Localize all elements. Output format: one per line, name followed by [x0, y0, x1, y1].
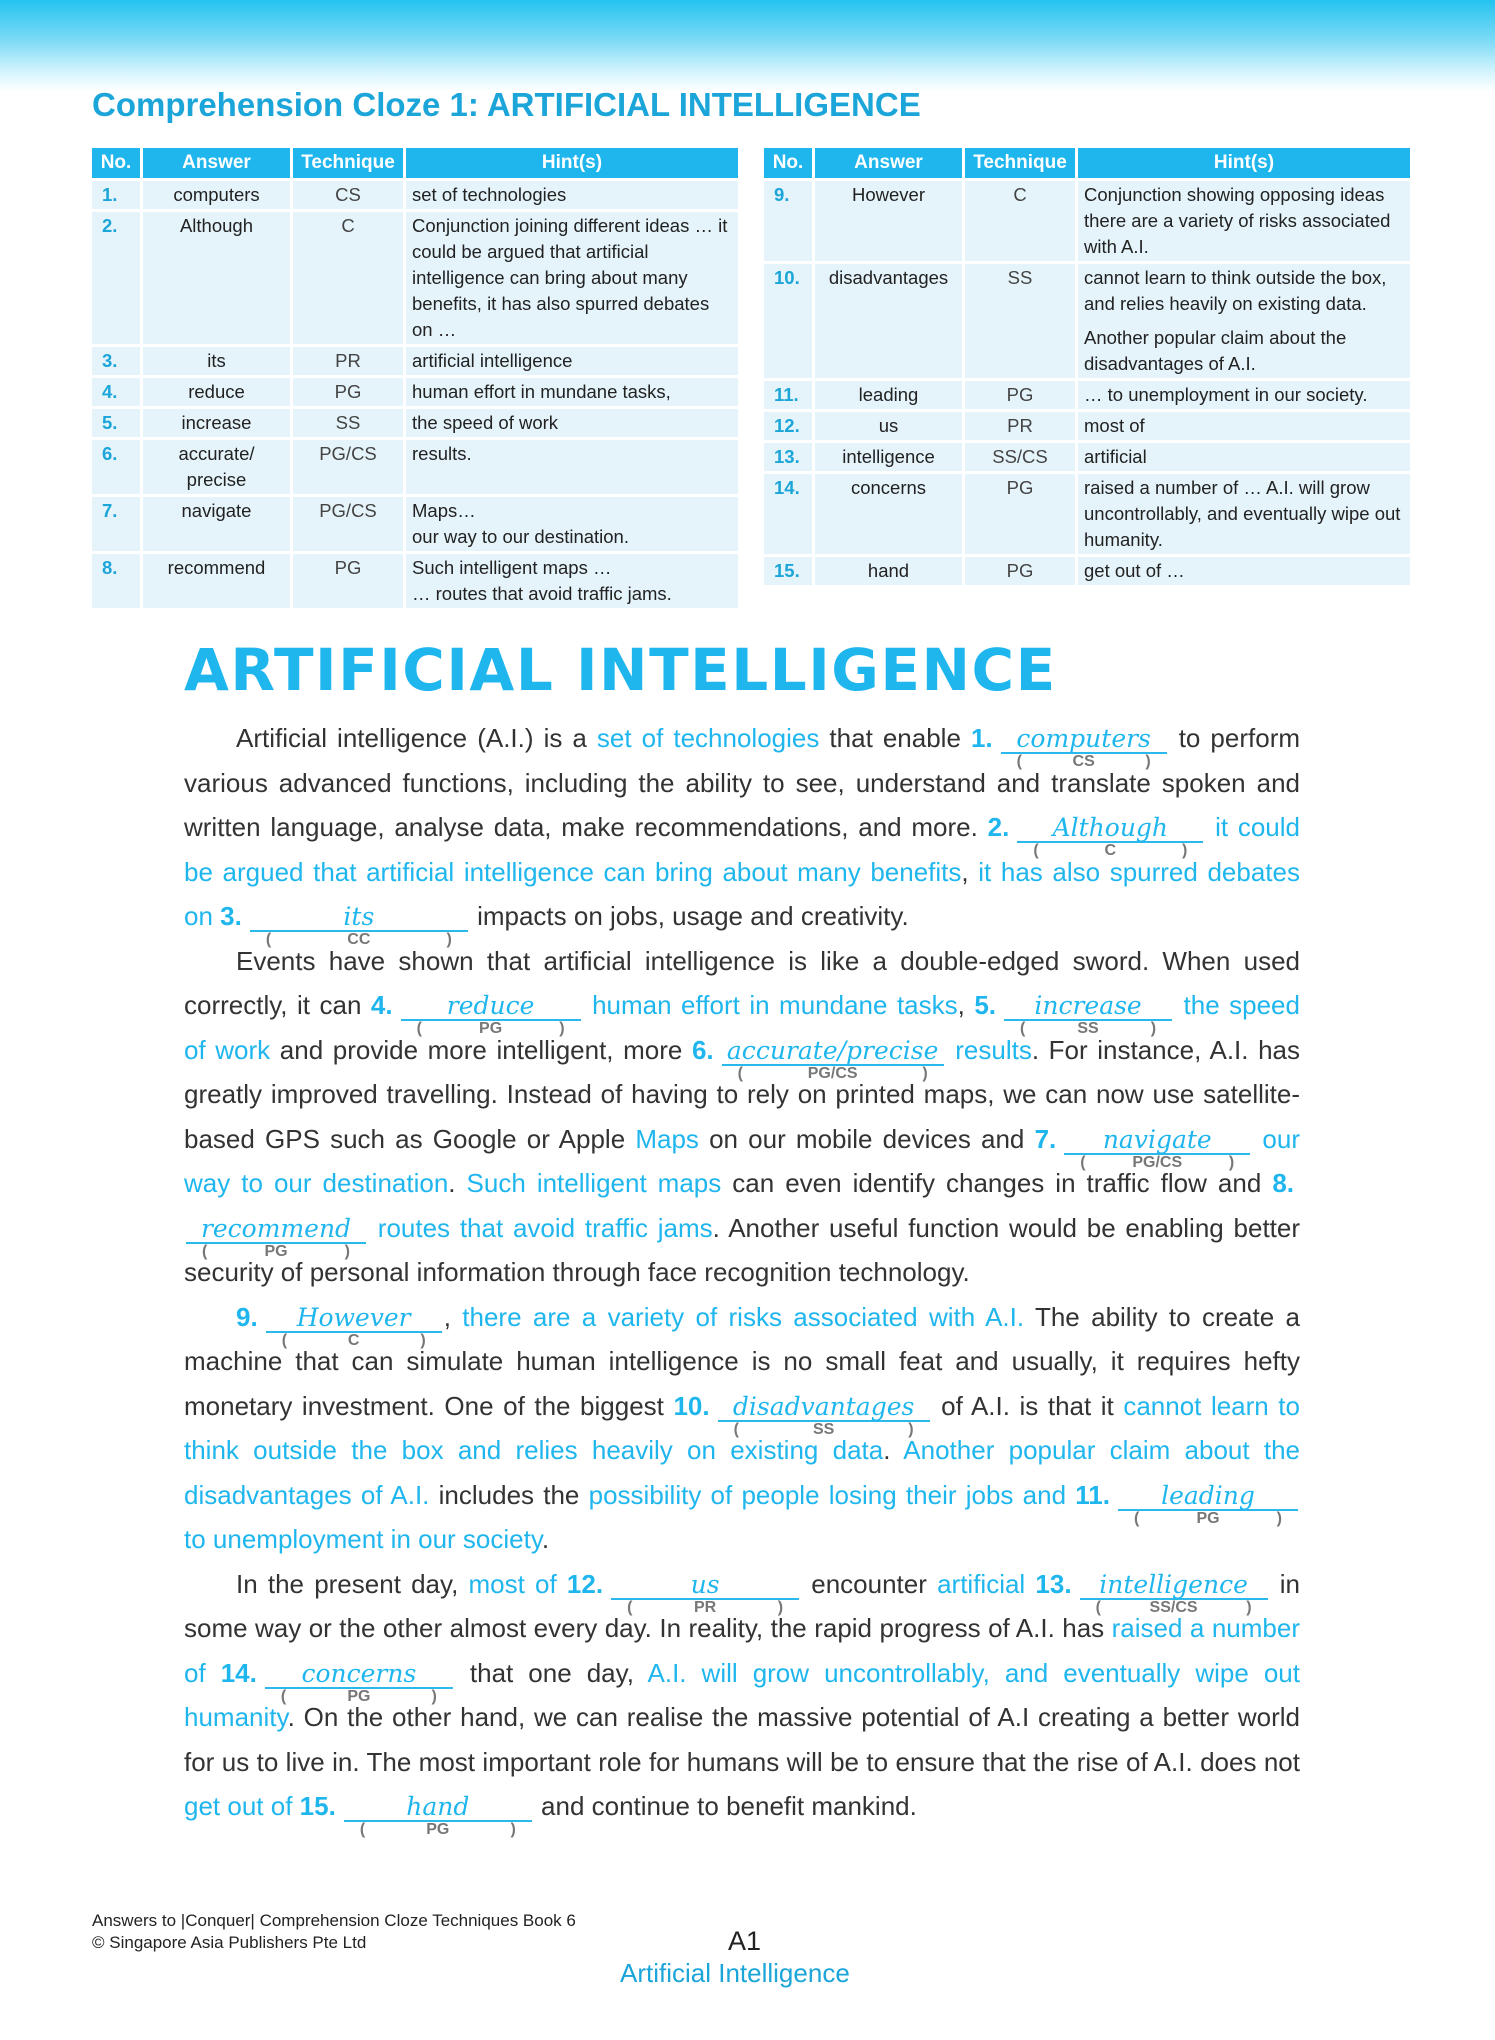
blank-number: 3. [220, 901, 242, 931]
clue-highlight: human effort in mundane tasks [592, 990, 958, 1020]
table-row [764, 378, 1410, 409]
clue-highlight: our way to our destination [184, 1123, 1300, 1198]
article-title: ARTIFICIAL INTELLIGENCE [184, 636, 1057, 704]
row-answer: hand [815, 554, 965, 585]
handwritten-answer: reduce [446, 991, 535, 1020]
row-hint: get out of … [1078, 554, 1410, 585]
technique-tag: ( PG ) [401, 1020, 581, 1038]
answer-blank [1001, 723, 1167, 770]
clue-highlight: Another popular claim about the disadvantages of A.I. [184, 1435, 1300, 1510]
handwritten-answer: accurate/precise [726, 1035, 939, 1065]
row-number: 7. [92, 494, 143, 551]
passage-text: of A.I. is that it [931, 1390, 1124, 1421]
passage-text: and provide more intelligent, more [270, 1034, 692, 1065]
table-row [92, 494, 738, 551]
row-hint: artificial [1078, 440, 1410, 471]
hint-line: cannot learn to think outside the box, and relies heavily on existing data. [1084, 267, 1387, 314]
answer-blank [344, 1791, 532, 1838]
blank-number: 5. [974, 990, 997, 1020]
header-hints: Hint(s) [406, 148, 738, 178]
table-header-row [92, 148, 738, 178]
row-technique: PG [293, 375, 406, 406]
technique-tag: ( PG ) [344, 1821, 532, 1839]
page-subtitle: Artificial Intelligence [620, 1958, 850, 1988]
clue-highlight: possibility of people losing their jobs and [588, 1479, 1067, 1510]
row-hint [406, 494, 738, 551]
clue-highlight: raised a number of [184, 1613, 1300, 1688]
passage-text: includes the [429, 1479, 589, 1510]
handwritten-answer: hand [406, 1792, 470, 1821]
table-row [92, 551, 738, 608]
clue-highlight: results [955, 1034, 1032, 1065]
cloze-passage [184, 716, 1301, 1838]
header-hints: Hint(s) [1078, 148, 1410, 178]
passage-text: that one day, [454, 1657, 648, 1688]
technique-tag: ( PG/CS ) [722, 1065, 944, 1083]
handwritten-answer: Although [1052, 813, 1169, 842]
passage-text: can even identify changes in traffic flow and [721, 1168, 1273, 1198]
technique-tag: ( PG ) [265, 1688, 453, 1706]
row-hint [1078, 261, 1410, 378]
row-number: 14. [764, 471, 815, 554]
row-number: 15. [764, 554, 815, 585]
passage-text: to perform various advanced functions, including the ability to see, understand and translate spoken and written language, analyse data, make recommendations, and more. [184, 723, 1301, 842]
blank-number: 13. [1035, 1568, 1072, 1599]
row-answer: increase [143, 406, 293, 437]
paragraph-1 [184, 716, 1301, 948]
answer-blank [1064, 1124, 1250, 1171]
passage-text: . [448, 1168, 467, 1198]
header-no: No. [764, 148, 815, 178]
row-technique: PG [965, 378, 1078, 409]
footer-credits [92, 1910, 576, 1954]
answer-blank [611, 1569, 799, 1616]
row-technique: PG [965, 554, 1078, 585]
clue-highlight: the speed of work [184, 990, 1300, 1065]
passage-text: impacts on jobs, usage and creativity. [469, 901, 909, 931]
passage-text: , [957, 990, 975, 1020]
row-technique: SS/CS [965, 440, 1078, 471]
row-number: 9. [764, 178, 815, 261]
row-number: 11. [764, 378, 815, 409]
passage-text [292, 1791, 299, 1821]
row-technique: SS [965, 261, 1078, 378]
handwritten-answer: us [690, 1569, 720, 1599]
handwritten-answer: concerns [301, 1658, 417, 1688]
blank-number: 14. [220, 1657, 257, 1688]
passage-text: . On the other hand, we can realise the massive potential of A.I creating a better world for us to live in. The most important role for humans will be to ensure that the rise of A.I. does not [184, 1702, 1300, 1777]
clue-highlight: there are a variety of risks associated with A.I. [462, 1301, 1025, 1332]
handwritten-answer: recommend [200, 1213, 352, 1243]
row-number: 6. [92, 437, 143, 494]
passage-text: that enable [819, 723, 971, 753]
row-number: 13. [764, 440, 815, 471]
clue-highlight: to unemployment in our society [184, 1524, 542, 1554]
technique-tag: ( CS ) [1001, 753, 1167, 771]
paragraph-2 [184, 939, 1300, 1295]
header-technique: Technique [965, 148, 1078, 178]
paragraph-4 [184, 1562, 1300, 1838]
row-answer: reduce [143, 375, 293, 406]
row-answer: us [815, 409, 965, 440]
row-technique: PG/CS [293, 437, 406, 494]
handwritten-answer: leading [1161, 1480, 1255, 1510]
answer-blank [265, 1658, 453, 1705]
row-answer: intelligence [815, 440, 965, 471]
answer-blank [266, 1302, 442, 1349]
row-hint: most of [1078, 409, 1410, 440]
row-answer: recommend [143, 551, 293, 608]
row-number: 1. [92, 178, 143, 209]
row-number: 8. [92, 551, 143, 608]
row-hint: results. [406, 437, 738, 494]
row-hint: the speed of work [406, 406, 738, 437]
hint-line: Maps… [412, 500, 476, 521]
handwritten-answer: increase [1034, 991, 1142, 1020]
row-technique: PR [293, 344, 406, 375]
row-number: 5. [92, 406, 143, 437]
passage-text: . [883, 1435, 904, 1465]
row-hint [406, 551, 738, 608]
passage-text: , [443, 1301, 463, 1332]
passage-text: in some way or the other almost every day. In reality, the rapid progress of A.I. has [184, 1568, 1300, 1643]
table-row [764, 178, 1410, 261]
answer-blank [1118, 1480, 1298, 1527]
hint-line: Another popular claim about the disadvantages of A.I. [1084, 327, 1347, 374]
handwritten-answer: However [296, 1302, 411, 1332]
row-hint: artificial intelligence [406, 344, 738, 375]
row-number: 3. [92, 344, 143, 375]
passage-text: encounter [801, 1568, 938, 1599]
technique-tag: ( PG ) [186, 1243, 366, 1261]
row-number: 4. [92, 375, 143, 406]
clue-highlight: get out of [184, 1791, 293, 1821]
answer-blank [401, 990, 581, 1037]
handwritten-answer: navigate [1102, 1124, 1212, 1154]
hint-line: Such intelligent maps … [412, 557, 612, 578]
page-number: A1 [728, 1926, 762, 1956]
answer-blank [250, 901, 468, 948]
header-technique: Technique [293, 148, 406, 178]
passage-text: and continue to benefit mankind. [533, 1791, 917, 1821]
answer-blank [718, 1391, 930, 1438]
header-answer: Answer [143, 148, 293, 178]
handwritten-answer: its [343, 902, 375, 931]
header-answer: Answer [815, 148, 965, 178]
passage-text [557, 1569, 567, 1599]
footer-book-title: Answers to |Conquer| Comprehension Cloze Techniques Book 6 [92, 1911, 576, 1930]
row-number: 12. [764, 409, 815, 440]
technique-tag: ( SS ) [718, 1421, 930, 1439]
technique-tag: ( PG/CS ) [1064, 1154, 1250, 1172]
answer-key-table-right [764, 148, 1410, 585]
row-number: 10. [764, 261, 815, 378]
passage-text: , [961, 856, 979, 887]
passage-text: on our mobile devices and [698, 1123, 1035, 1154]
table-row [92, 178, 738, 209]
answer-blank [722, 1035, 944, 1082]
row-technique: CS [293, 178, 406, 209]
table-row [764, 440, 1410, 471]
row-hint: Conjunction joining different ideas … it could be argued that artificial intelligence can bring about many benefits, it has also spurred debates on … [406, 209, 738, 344]
top-gradient-band [0, 0, 1495, 92]
row-answer: leading [815, 378, 965, 409]
table-row [92, 375, 738, 406]
blank-number: 11. [1075, 1479, 1110, 1510]
table-row [764, 409, 1410, 440]
row-answer: However [815, 178, 965, 261]
clue-highlight: artificial [937, 1568, 1026, 1599]
blank-number: 9. [236, 1301, 258, 1332]
passage-text [1025, 1569, 1035, 1599]
row-technique: C [293, 209, 406, 344]
handwritten-answer: computers [1016, 724, 1151, 753]
row-answer: computers [143, 178, 293, 209]
answer-key-table-left [92, 148, 738, 608]
clue-highlight: set of technologies [596, 723, 820, 753]
clue-highlight: cannot learn to think outside the box and relies heavily on existing data [184, 1390, 1300, 1465]
row-answer: concerns [815, 471, 965, 554]
passage-text: . Another useful function would be enabling better security of personal information through face recognition technology. [184, 1212, 1301, 1287]
blank-number: 4. [370, 990, 393, 1020]
table-header-row [764, 148, 1410, 178]
header-no: No. [92, 148, 143, 178]
clue-highlight: routes that avoid traffic jams [377, 1212, 713, 1243]
table-row [92, 406, 738, 437]
hint-line: … routes that avoid traffic jams. [412, 583, 672, 604]
clue-highlight: A.I. will grow uncontrollably, and eventually wipe out humanity [184, 1657, 1300, 1732]
technique-tag: ( SS/CS ) [1080, 1599, 1268, 1617]
clue-highlight: Such intelligent maps [466, 1168, 722, 1198]
technique-tag: ( PR ) [611, 1599, 799, 1617]
row-hint: Conjunction showing opposing ideas there are a variety of risks associated with A.I. [1078, 178, 1410, 261]
row-hint: set of technologies [406, 178, 738, 209]
blank-number: 1. [970, 723, 993, 753]
answer-blank [1004, 990, 1172, 1037]
clue-highlight: it could be argued that artificial intelligence can bring about many benefits [184, 812, 1300, 887]
blank-number: 15. [299, 1791, 336, 1821]
blank-number: 2. [987, 812, 1010, 842]
passage-text [1066, 1480, 1075, 1510]
passage-text: In the present day, [236, 1568, 469, 1599]
technique-tag: ( SS ) [1004, 1020, 1172, 1038]
passage-text [206, 1658, 221, 1688]
row-answer: its [143, 344, 293, 375]
table-row [764, 554, 1410, 585]
row-hint: … to unemployment in our society. [1078, 378, 1410, 409]
handwritten-answer: disadvantages [732, 1391, 915, 1421]
row-technique: PR [965, 409, 1078, 440]
page-heading: Comprehension Cloze 1: ARTIFICIAL INTELLIGENCE [92, 86, 921, 123]
answer-blank [1080, 1569, 1268, 1616]
table-row [764, 261, 1410, 378]
row-number: 2. [92, 209, 143, 344]
table-row [92, 209, 738, 344]
passage-text: Events have shown that artificial intelligence is like a double-edged sword. When used correctly, it can [184, 945, 1300, 1020]
technique-tag: ( C ) [1017, 842, 1203, 860]
handwritten-answer: intelligence [1099, 1569, 1248, 1599]
table-row [92, 437, 738, 494]
footer-copyright: © Singapore Asia Publishers Pte Ltd [92, 1933, 367, 1952]
blank-number: 12. [566, 1568, 604, 1599]
row-hint: human effort in mundane tasks, [406, 375, 738, 406]
row-answer: disadvantages [815, 261, 965, 378]
blank-number: 8. [1272, 1168, 1294, 1198]
row-answer: accurate/ precise [143, 437, 293, 494]
clue-highlight: it has also spurred debates on [184, 856, 1300, 931]
row-technique: PG [965, 471, 1078, 554]
row-answer: navigate [143, 494, 293, 551]
table-row [764, 471, 1410, 554]
blank-number: 7. [1034, 1123, 1057, 1154]
passage-text: . [541, 1524, 550, 1554]
row-technique: PG [293, 551, 406, 608]
row-technique: C [965, 178, 1078, 261]
row-technique: PG/CS [293, 494, 406, 551]
clue-highlight: most of [468, 1568, 557, 1599]
passage-text: The ability to create a machine that can simulate human intelligence is no small feat and usually, it requires hefty monetary investment. One of the biggest [184, 1301, 1301, 1421]
row-hint: raised a number of … A.I. will grow uncontrollably, and eventually wipe out humanity. [1078, 471, 1410, 554]
technique-tag: ( CC ) [250, 931, 468, 949]
passage-text: Artificial intelligence (A.I.) is a [236, 723, 597, 753]
row-answer: Although [143, 209, 293, 344]
clue-highlight: Maps [635, 1123, 699, 1154]
blank-number: 6. [691, 1034, 714, 1065]
blank-number: 10. [673, 1390, 710, 1421]
table-row [92, 344, 738, 375]
technique-tag: ( C ) [266, 1332, 442, 1350]
technique-tag: ( PG ) [1118, 1510, 1298, 1528]
answer-blank [186, 1213, 366, 1260]
hint-line: our way to our destination. [412, 526, 629, 547]
paragraph-3 [184, 1295, 1300, 1562]
row-technique: SS [293, 406, 406, 437]
answer-blank [1017, 812, 1203, 859]
passage-text: . For instance, A.I. has greatly improved travelling. Instead of having to rely on printed maps, we can now use satellite-based GPS such as Google or Apple [184, 1034, 1301, 1154]
